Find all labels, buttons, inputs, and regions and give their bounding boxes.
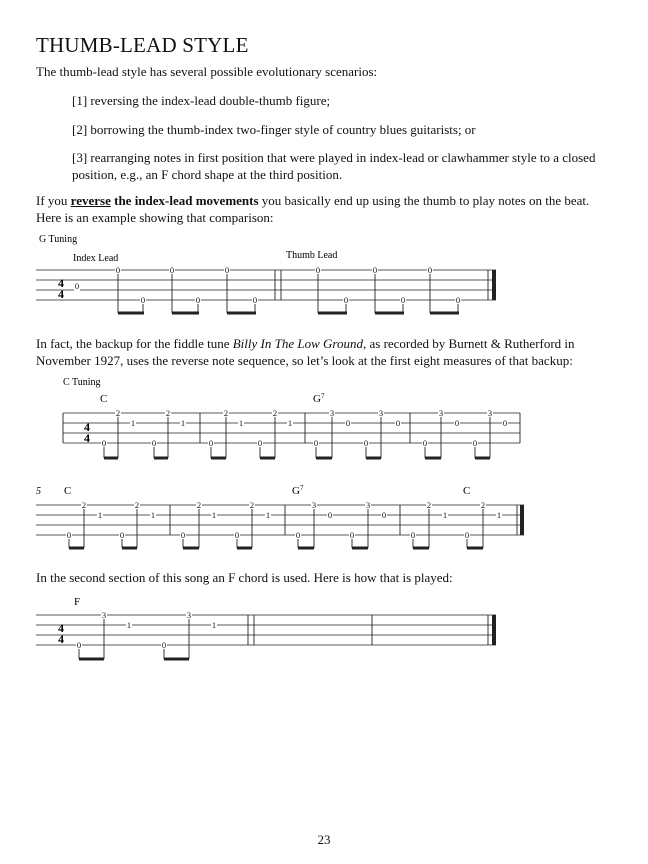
tab3-final-barline <box>520 505 524 535</box>
tab1-note-index-6: 0 <box>252 295 258 305</box>
comparison-paragraph <box>36 192 616 226</box>
tab1-note-thumb-5: 0 <box>427 265 433 275</box>
tab2-m4-note-5: 3 <box>487 408 493 418</box>
tab2-m2-note-3: 1 <box>238 418 244 428</box>
tab3-chord-c-end: C <box>463 485 471 497</box>
tab-billy-low-ground-measures-5-8 <box>0 468 648 558</box>
tab1-time-sig-bottom: 4 <box>58 287 64 301</box>
tab4-note-2: 3 <box>101 610 107 620</box>
tab1-note-index-4: 0 <box>195 295 201 305</box>
tab2-m2-note-1: 0 <box>208 438 214 448</box>
tab3-m7-note-4: 0 <box>349 530 355 540</box>
tab3-chord-g7-ext: 7 <box>299 484 304 492</box>
tab3-m7-beam-2 <box>352 547 368 550</box>
tab3-m8-note-5: 2 <box>480 500 486 510</box>
tab3-m6-note-6: 1 <box>265 510 271 520</box>
tab2-m3-note-6: 0 <box>395 418 401 428</box>
tab2-m2-beam-1 <box>211 457 226 460</box>
tab3-m6-note-3: 1 <box>211 510 217 520</box>
tab1-note-thumb-4: 0 <box>400 295 406 305</box>
tab3-staff <box>36 505 524 535</box>
tab1-note-index-2: 0 <box>140 295 146 305</box>
tab4-note-5: 3 <box>186 610 192 620</box>
tab3-m6-note-4: 0 <box>234 530 240 540</box>
tab3-m5-note-5: 2 <box>134 500 140 510</box>
tab4-chord-f: F <box>74 596 81 608</box>
tab3-m7-note-5: 3 <box>365 500 371 510</box>
tab3-m8-note-1: 0 <box>410 530 416 540</box>
para3-text-before: In fact, the backup for the fiddle tune <box>36 336 233 351</box>
para2-text-before: If you <box>36 193 71 208</box>
tab3-m8-beam-2 <box>467 547 483 550</box>
tab2-m4-note-2: 3 <box>438 408 444 418</box>
tab4-note-4: 0 <box>161 640 167 650</box>
tab1-note-intro: 0 <box>74 281 80 291</box>
tab2-m3-note-5: 3 <box>378 408 384 418</box>
tab3-measure-number: 5 <box>36 486 41 497</box>
tab3-m5-beam-1 <box>69 547 84 550</box>
tab1-note-thumb-6: 0 <box>455 295 461 305</box>
tab1-note-index-1: 0 <box>115 265 121 275</box>
tab4-note-6: 1 <box>211 620 217 630</box>
tab2-tuning-label: C Tuning <box>63 377 101 388</box>
tab4-barlines <box>248 615 488 645</box>
tab1-final-barline <box>492 270 496 300</box>
tab3-m7-note-2: 3 <box>311 500 317 510</box>
tab-index-vs-thumb-lead <box>0 230 648 310</box>
tab1-note-thumb-1: 0 <box>315 265 321 275</box>
tab1-note-thumb-2: 0 <box>343 295 349 305</box>
tab2-time-sig-top: 4 <box>84 420 90 434</box>
tab2-m3-beam-1 <box>316 457 332 460</box>
tab1-note-index-3: 0 <box>169 265 175 275</box>
tab2-time-sig-bottom: 4 <box>84 431 90 445</box>
tab2-m1-beam-2 <box>154 457 168 460</box>
scenario-item-2: [2] borrowing the thumb-index two-finger style of country blues guitarists; or <box>72 122 476 137</box>
tab3-m8-note-4: 0 <box>464 530 470 540</box>
tab3-chord-c: C <box>64 485 72 497</box>
tab1-time-sig-top: 4 <box>58 276 64 290</box>
tab2-m2-beam-2 <box>260 457 275 460</box>
tab2-chord-g7 <box>313 392 325 405</box>
tab1-beam-thumb-1 <box>318 312 347 315</box>
tab3-m5-note-6: 1 <box>150 510 156 520</box>
tab3-m6-beam-1 <box>183 547 199 550</box>
tab3-m5-beam-2 <box>122 547 137 550</box>
tab3-m5-note-2: 2 <box>81 500 87 510</box>
tab2-m1-note-2: 2 <box>115 408 121 418</box>
tab2-m4-beam-2 <box>475 457 490 460</box>
tab2-m1-note-5: 2 <box>165 408 171 418</box>
tab3-chord-g7-root: G <box>292 485 300 497</box>
para3-tune-title: Billy In The Low Ground <box>232 336 363 351</box>
tab2-chord-c: C <box>100 393 108 405</box>
tab3-m7-note-3: 0 <box>327 510 333 520</box>
tab4-note-3: 1 <box>126 620 132 630</box>
tab2-m3-note-2: 3 <box>329 408 335 418</box>
tab3-chord-g7 <box>292 484 304 497</box>
backup-paragraph <box>36 335 616 369</box>
tab2-m4-note-3: 0 <box>454 418 460 428</box>
tab2-m2-note-6: 1 <box>287 418 293 428</box>
tab3-m8-note-6: 1 <box>496 510 502 520</box>
tab1-label-thumb-lead: Thumb Lead <box>286 250 338 261</box>
tab3-m5-note-3: 1 <box>97 510 103 520</box>
tab4-final-barline <box>492 615 496 645</box>
tab2-m4-note-1: 0 <box>422 438 428 448</box>
para2-text-after: you basically end up using the thumb to play notes on the beat. Here is an example showing that comparison: <box>36 193 590 225</box>
tab2-m4-note-4: 0 <box>472 438 478 448</box>
tab2-m2-note-2: 2 <box>223 408 229 418</box>
tab2-m1-note-1: 0 <box>101 438 107 448</box>
tab2-chord-g7-root: G <box>313 393 321 405</box>
scenario-item-1: [1] reversing the index-lead double-thumb figure; <box>72 93 331 108</box>
intro-paragraph: The thumb-lead style has several possible evolutionary scenarios: <box>36 64 378 79</box>
page-number: 23 <box>317 832 331 847</box>
tab2-m1-beam-1 <box>104 457 118 460</box>
tab4-time-sig-bottom: 4 <box>58 632 64 646</box>
para2-emphasis-reverse: reverse <box>70 193 111 208</box>
tab3-m8-beam-1 <box>413 547 429 550</box>
tab2-chord-g7-ext: 7 <box>320 392 325 400</box>
tab2-m3-note-4: 0 <box>363 438 369 448</box>
para2-emphasis-movements: the index-lead movements <box>110 193 259 208</box>
tab4-note-1: 0 <box>76 640 82 650</box>
tab4-beam-2 <box>164 658 189 661</box>
tab1-beam-index-3 <box>227 312 256 315</box>
tab1-beam-index-1 <box>118 312 144 315</box>
tab3-m7-beam-1 <box>298 547 314 550</box>
tab3-m7-note-6: 0 <box>381 510 387 520</box>
tab1-beam-index-2 <box>172 312 199 315</box>
tab2-m1-note-3: 1 <box>130 418 136 428</box>
tab3-m6-note-2: 2 <box>196 500 202 510</box>
tab2-m3-note-3: 0 <box>345 418 351 428</box>
tab-f-chord <box>0 593 648 663</box>
tab3-m5-note-1: 0 <box>66 530 72 540</box>
f-chord-paragraph: In the second section of this song an F chord is used. Here is how that is played: <box>36 570 453 585</box>
tab2-m4-beam-1 <box>425 457 441 460</box>
tab2-m2-note-4: 0 <box>257 438 263 448</box>
tab2-m3-note-1: 0 <box>313 438 319 448</box>
tab2-m1-note-6: 1 <box>180 418 186 428</box>
tab3-m7-note-1: 0 <box>295 530 301 540</box>
tab3-m8-note-3: 1 <box>442 510 448 520</box>
tab4-beam-1 <box>79 658 104 661</box>
tab1-tuning-label: G Tuning <box>39 234 78 245</box>
tab2-m1-note-4: 0 <box>151 438 157 448</box>
tab1-note-thumb-3: 0 <box>372 265 378 275</box>
tab2-m3-beam-2 <box>366 457 381 460</box>
page-title: THUMB-LEAD STYLE <box>36 33 249 57</box>
tab4-time-sig-top: 4 <box>58 621 64 635</box>
tab3-m5-note-4: 0 <box>119 530 125 540</box>
scenario-item-3: [3] rearranging notes in first position that were played in index-lead or clawhammer style to a closed position, e.g., an F chord shape at the third position. <box>72 150 596 182</box>
tab2-m4-note-6: 0 <box>502 418 508 428</box>
tab3-m8-note-2: 2 <box>426 500 432 510</box>
tab3-m6-note-5: 2 <box>249 500 255 510</box>
tab1-label-index-lead: Index Lead <box>73 253 119 264</box>
para3-text-after: , as recorded by Burnett & Rutherford in November 1927, uses the reverse note sequence, so let’s look at the first eight measures of that backup: <box>36 336 575 368</box>
tab1-note-index-5: 0 <box>224 265 230 275</box>
tab1-beam-thumb-2 <box>375 312 404 315</box>
tab2-m2-note-5: 2 <box>272 408 278 418</box>
tab3-m6-note-1: 0 <box>180 530 186 540</box>
tab3-m6-beam-2 <box>237 547 252 550</box>
tab-billy-low-ground-measures-1-4 <box>0 373 648 463</box>
tab1-beam-thumb-3 <box>430 312 459 315</box>
